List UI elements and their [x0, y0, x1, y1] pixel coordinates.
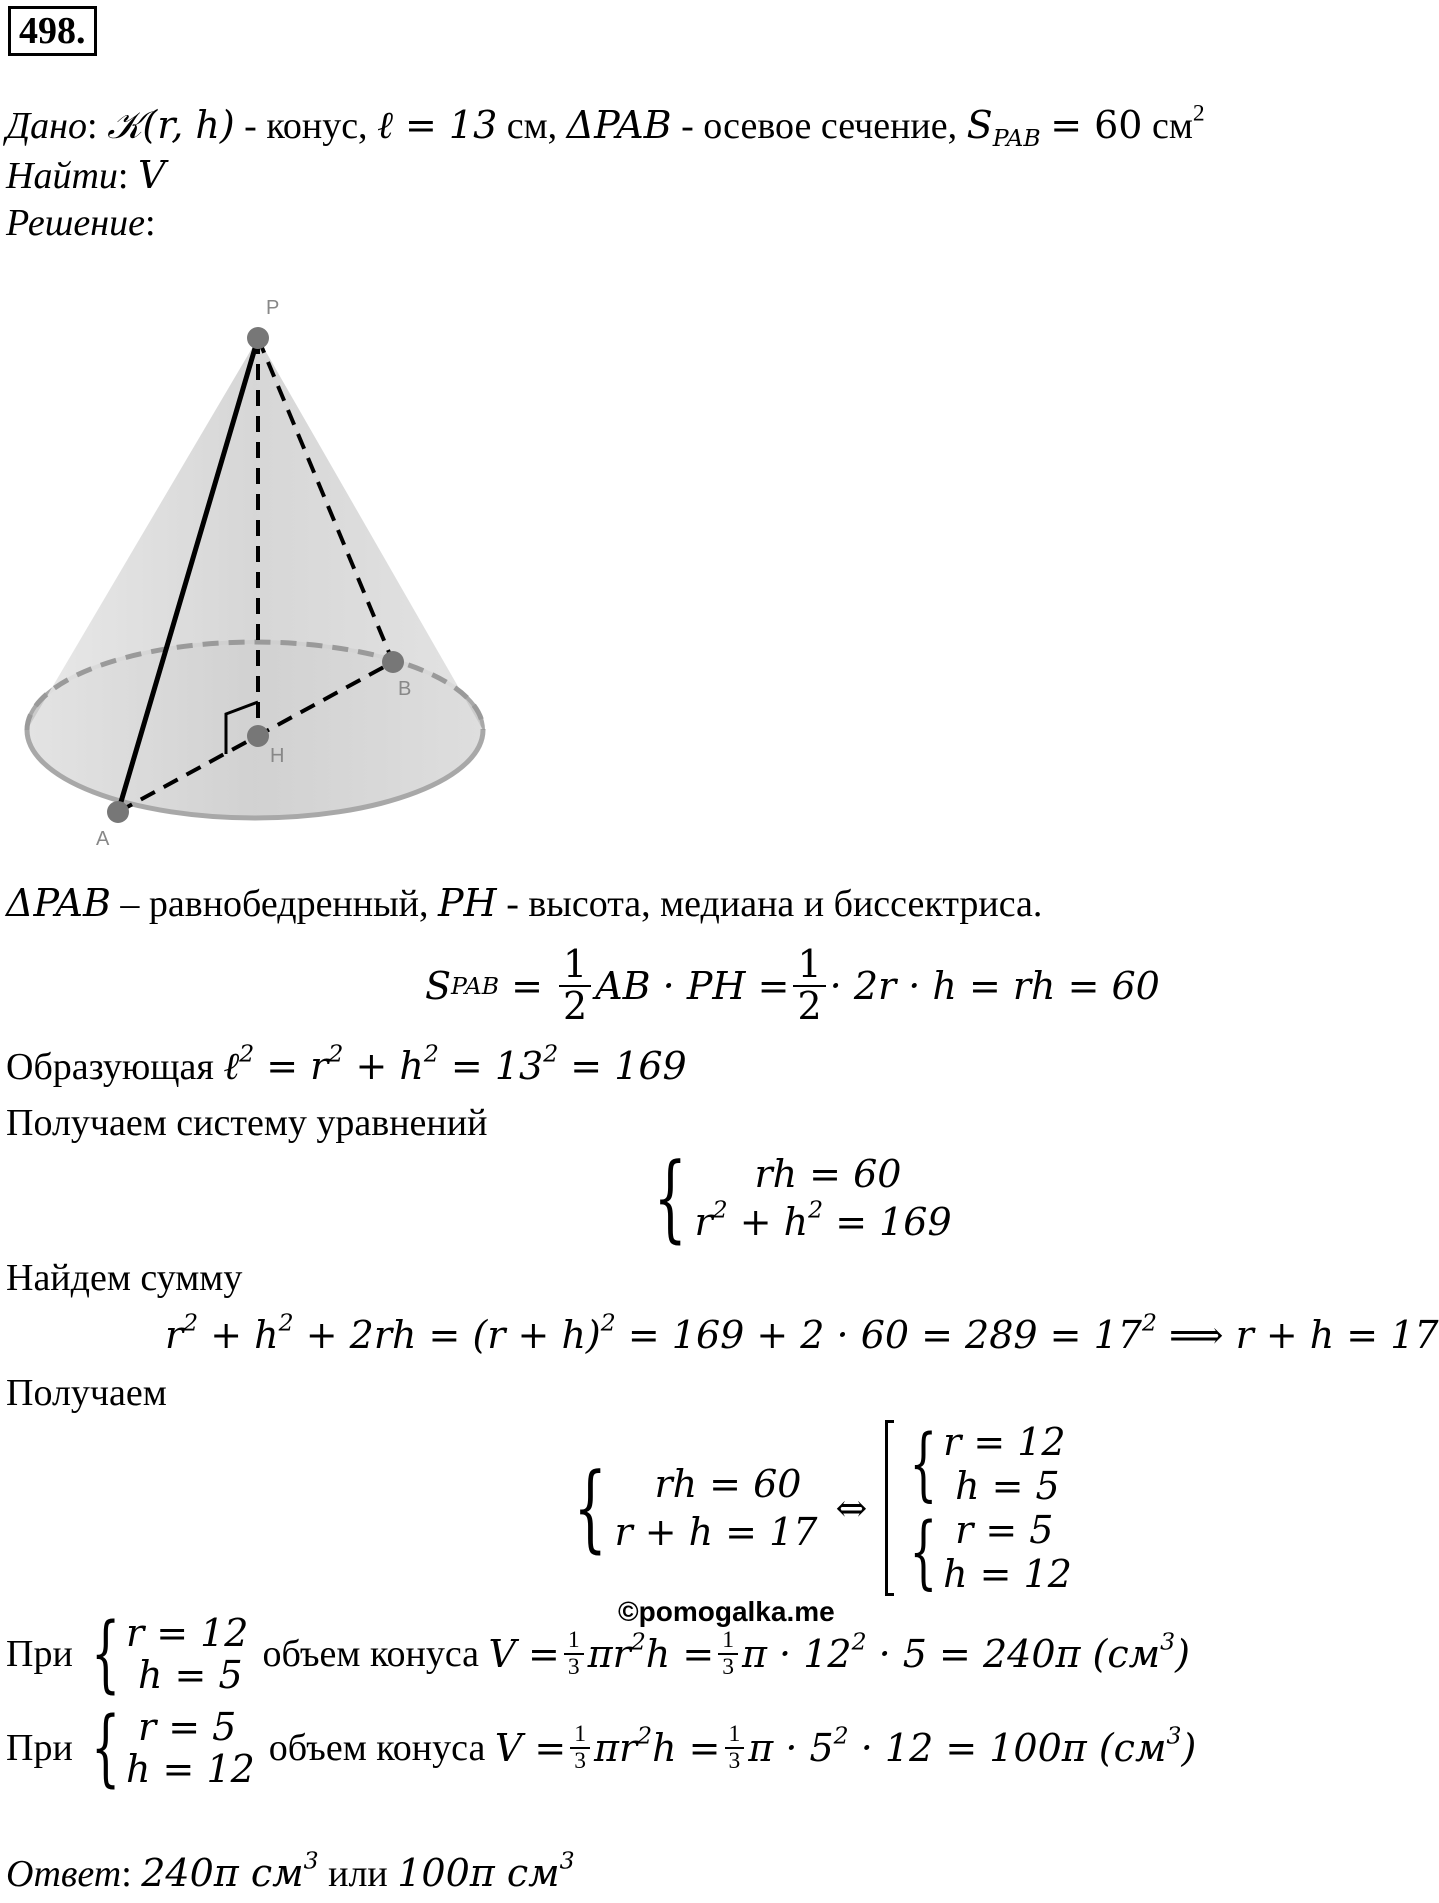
area-lhs: S: [425, 963, 452, 1008]
point-b: [382, 651, 404, 673]
third-fraction: $\frac{1}{3}$: [564, 1628, 584, 1679]
find-value: V: [137, 153, 166, 197]
find-line: Найти: V: [6, 153, 166, 197]
answer-label: Ответ: [6, 1853, 122, 1895]
point-h: [247, 725, 269, 747]
given-slant-unit: см,: [506, 105, 558, 147]
cone-figure: [18, 290, 498, 850]
label-h: H: [270, 745, 285, 767]
given-area: S: [966, 103, 993, 147]
case-set: { r = 12 h = 5 { r = 5 h = 12: [885, 1420, 1072, 1596]
half-fraction-2: $\frac{1}{2}$: [793, 945, 825, 1027]
problem-number: 498.: [8, 6, 97, 56]
given-area-unit: см: [1151, 105, 1193, 147]
volume-line-2: При { r = 5 h = 12 объем конуса V = $\frac{1}{3}$ $\pi r^2h$ = $\frac{1}{3}$ $\pi \cdot 5^2 \cdot 12 = 100\pi$ $(см^3)$: [6, 1698, 1197, 1797]
given-line: Дано: 𝒦(r, h) - конус, ℓ = 13 см, ΔPAB - осевое сечение, $S_{PAB} = 60$ $см^2$: [6, 100, 1205, 153]
statement-triangle: ΔPAB: [6, 881, 111, 925]
statement-text2: - высота, медиана и биссектриса.: [496, 883, 1043, 925]
given-triangle-desc: - осевое сечение,: [681, 105, 958, 147]
given-slant: ℓ = 13: [377, 103, 498, 147]
label-p: P: [266, 297, 280, 319]
given-cone: 𝒦(r, h): [107, 103, 235, 147]
statement-line: [6, 880, 1042, 927]
sum-formula: $r^2 + h^2 + 2rh = (r + h)^2 = 169 + 2 \cdot 60 = 289 = 17^2$ ⟹ r + h = 17: [165, 1308, 1439, 1357]
solution-label: Решение: [6, 202, 145, 244]
answer-line: Ответ: 240π $см^3$ или 100π $см^3$: [6, 1846, 575, 1895]
solution-label-line: Решение:: [6, 202, 156, 244]
label-a: A: [96, 828, 110, 850]
given-label: Дано: [6, 105, 88, 147]
statement-text1: – равнобедренный,: [110, 883, 438, 925]
watermark: ©pomogalka.me: [618, 1596, 835, 1627]
label-b: B: [398, 678, 412, 700]
given-area-sub: PAB: [992, 124, 1041, 153]
given-triangle: ΔPAB: [566, 103, 672, 147]
area-term2: · 2r · h = rh = 60: [829, 963, 1160, 1008]
system-2: { rh = 60 r + h = 17 ⇔ { r = 12 h = 5 { r = 5 h = 12: [573, 1417, 1072, 1599]
generatrix-line: Образующая ℓ$^2$ = $r^2 + h^2 = 13^2 = 169$: [6, 1039, 687, 1088]
equivalence-sign: ⇔: [835, 1486, 868, 1530]
system-1: { rh = 60 $r^2 + h^2 = 169$: [653, 1142, 952, 1253]
given-cone-word: - конус,: [244, 105, 368, 147]
area-formula: S PAB = $\frac{1}{2}$ AB · PH = $\frac{1}{2}$ · 2r · h = rh = 60: [425, 942, 1160, 1028]
generatrix-label: Образующая: [6, 1046, 214, 1088]
given-area-unit-exp: 2: [1192, 100, 1205, 127]
point-a: [107, 801, 129, 823]
system-intro: Получаем систему уравнений: [6, 1102, 488, 1144]
sum-intro: Найдем сумму: [6, 1257, 243, 1299]
given-area-val: = 60: [1050, 103, 1143, 147]
point-p: [247, 327, 269, 349]
result-intro: Получаем: [6, 1372, 167, 1414]
volume-line-1: При { r = 12 h = 5 объем конуса V = $\frac{1}{3}$ $\pi r^2h$ = $\frac{1}{3}$ $\pi \cdot 12^2 \cdot 5 = 240\pi$ $(см^3)$: [6, 1604, 1190, 1703]
half-fraction-1: $\frac{1}{2}$: [559, 945, 591, 1027]
statement-height: PH: [437, 881, 497, 925]
area-term1: AB · PH =: [595, 963, 790, 1008]
find-label: Найти: [6, 155, 118, 197]
